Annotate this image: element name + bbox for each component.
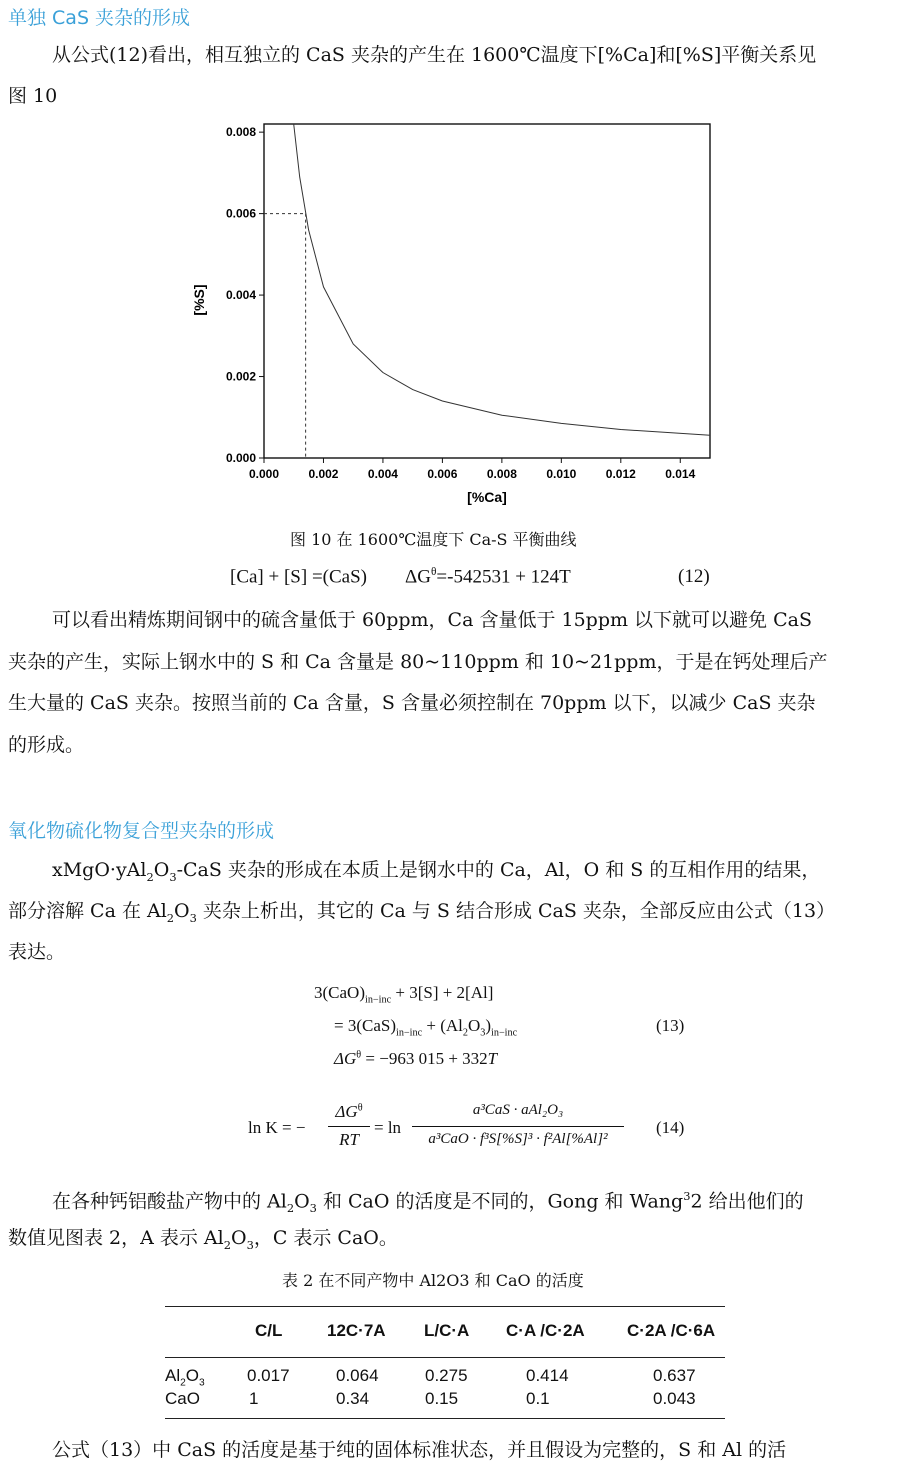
eq14-frac2-bar (412, 1126, 624, 1127)
table-bottom-rule (165, 1418, 725, 1419)
y-tick-label: 0.006 (225, 206, 256, 221)
table-cell: 0.637 (653, 1366, 696, 1385)
eq12-dg-value: =-542531 + 124T (436, 566, 571, 588)
ca-s-equilibrium-chart (180, 118, 730, 513)
eq13-row-2: = $3(CaS)_{in-inc} + (Al_2O_3)_{in-inc}$ (334, 1016, 518, 1039)
y-tick-label: 0.008 (225, 125, 256, 140)
x-tick-label: 0.002 (308, 467, 339, 481)
eq14-numerator: a³CaS · aAl₂O₃ (472, 1102, 564, 1118)
x-tick-label: 0.006 (427, 467, 458, 481)
table-cell: 1 (249, 1389, 259, 1408)
x-tick-label: 0.000 (248, 467, 280, 481)
x-tick-label: 0.014 (665, 467, 696, 481)
table-cell: 0.017 (247, 1366, 290, 1385)
table-top-rule (165, 1306, 725, 1307)
eq12-lhs: [Ca] + [S] =(CaS) (230, 566, 367, 588)
y-tick-label: 0.000 (225, 451, 256, 465)
table-cell: 0.1 (526, 1389, 550, 1408)
section2-line-2: 部分溶解 Ca 在 $Al_2O_3$ 夹杂上析出，其它的 Ca 与 S 结合形成 CaS 夹杂，全部反应由公式（13） (8, 900, 836, 925)
x-tick-label: 0.012 (605, 467, 636, 481)
section-heading-cas: 单独 CaS 夹杂的形成 (8, 7, 191, 29)
eq14-frac1-num: $\Delta G^\theta$ (335, 1102, 363, 1121)
eq14-ln: = ln (374, 1118, 402, 1137)
section-heading-composite: 氧化物硫化物复合型夹杂的形成 (8, 820, 275, 842)
table-mid-rule (165, 1357, 725, 1358)
para3-line-1: 在各种钙铝酸盐产物中的 $Al_2O_3$ 和 CaO 的活度是不同的，Gong 和 Wang$^3$2 给出他们的 (52, 1189, 804, 1216)
y-axis-ticks (226, 125, 264, 465)
col-header-c2a-c6a: C·2A /C·6A (627, 1321, 716, 1340)
para2-line-3: 生大量的 CaS 夹杂。按照当前的 Ca 含量，S 含量必须控制在 70ppm 以下，以减少 CaS 夹杂 (8, 692, 816, 714)
table-cell: 0.414 (526, 1366, 569, 1385)
x-axis-label: [%Ca] (467, 489, 507, 505)
y-tick-label: 0.004 (225, 288, 256, 303)
x-tick-label: 0.008 (486, 467, 517, 481)
plot-frame (264, 124, 710, 458)
col-header-12c7a: 12C·7A (327, 1321, 386, 1340)
row-label-cao: CaO (165, 1389, 200, 1408)
table-cell: 0.275 (425, 1366, 468, 1385)
eq14-frac1-den: RT (339, 1130, 359, 1149)
x-axis-ticks (249, 458, 696, 481)
para2-line-1: 可以看出精炼期间钢中的硫含量低于 60ppm，Ca 含量低于 15ppm 以下就可以避免 CaS (52, 609, 812, 631)
table-cell: 0.043 (653, 1389, 696, 1408)
x-tick-label: 0.004 (367, 467, 398, 481)
eq14-frac1-bar (328, 1126, 370, 1127)
equation-13-number: (13) (656, 1016, 685, 1035)
eq13-row-1: $3(CaO)_{in-inc} + 3[S] + 2[Al]$ (314, 983, 494, 1006)
table-cell: 0.064 (336, 1366, 379, 1385)
eq14-lhs: ln K = − (248, 1118, 306, 1137)
table-cell: 0.34 (336, 1389, 370, 1408)
col-header-ca-c2a: C·A /C·2A (506, 1321, 585, 1340)
x-tick-label: 0.010 (546, 467, 577, 481)
last-line: 公式（13）中 CaS 的活度是基于纯的固体标准状态，并且假设为完整的，S 和 Al 的活 (52, 1439, 787, 1461)
col-header-cl: C/L (255, 1321, 283, 1340)
para3-line-2: 数值见图表 2，A 表示 $Al_2O_3$，C 表示 CaO。 (8, 1227, 398, 1252)
equation-12-number: (12) (678, 566, 710, 587)
table-cell: 0.15 (425, 1389, 459, 1408)
y-axis-label: [%S] (191, 284, 207, 316)
equilibrium-curve (294, 124, 710, 435)
intro-line-2: 图 10 (8, 85, 58, 107)
figure-caption: 图 10 在 1600℃温度下 Ca-S 平衡曲线 (290, 530, 577, 549)
eq12-dg: ΔG (405, 566, 431, 588)
row-label-al2o3: $Al_2O_3$ (165, 1366, 205, 1389)
para2-line-4: 的形成。 (8, 734, 85, 756)
equation-14-number: (14) (656, 1118, 685, 1137)
section2-line-3: 表达。 (8, 941, 66, 963)
eq13-row-3: $\Delta G^\theta = -963$ 015 + 332T (334, 1049, 498, 1068)
col-header-lca: L/C·A (424, 1321, 470, 1340)
section2-line-1: $xMgO\cdot yAl_2O_3$-CaS 夹杂的形成在本质上是钢水中的 Ca，Al，O 和 S 的互相作用的结果， (52, 859, 821, 884)
intro-line-1: 从公式(12)看出，相互独立的 CaS 夹杂的产生在 1600℃温度下[%Ca]和[%S]平衡关系见 (52, 44, 817, 66)
eq14-denominator: a³CaO · f³S[%S]³ · f²Al[%Al]² (428, 1131, 608, 1147)
equation-12: [Ca] + [S] =(CaS) $\Delta G^\theta=-542531 + 124T$ (230, 566, 571, 588)
y-tick-label: 0.002 (225, 369, 256, 384)
table-caption: 表 2 在不同产物中 Al2O3 和 CaO 的活度 (282, 1271, 584, 1290)
para2-line-2: 夹杂的产生，实际上钢水中的 S 和 Ca 含量是 80~110ppm 和 10~21ppm，于是在钙处理后产 (8, 651, 828, 673)
